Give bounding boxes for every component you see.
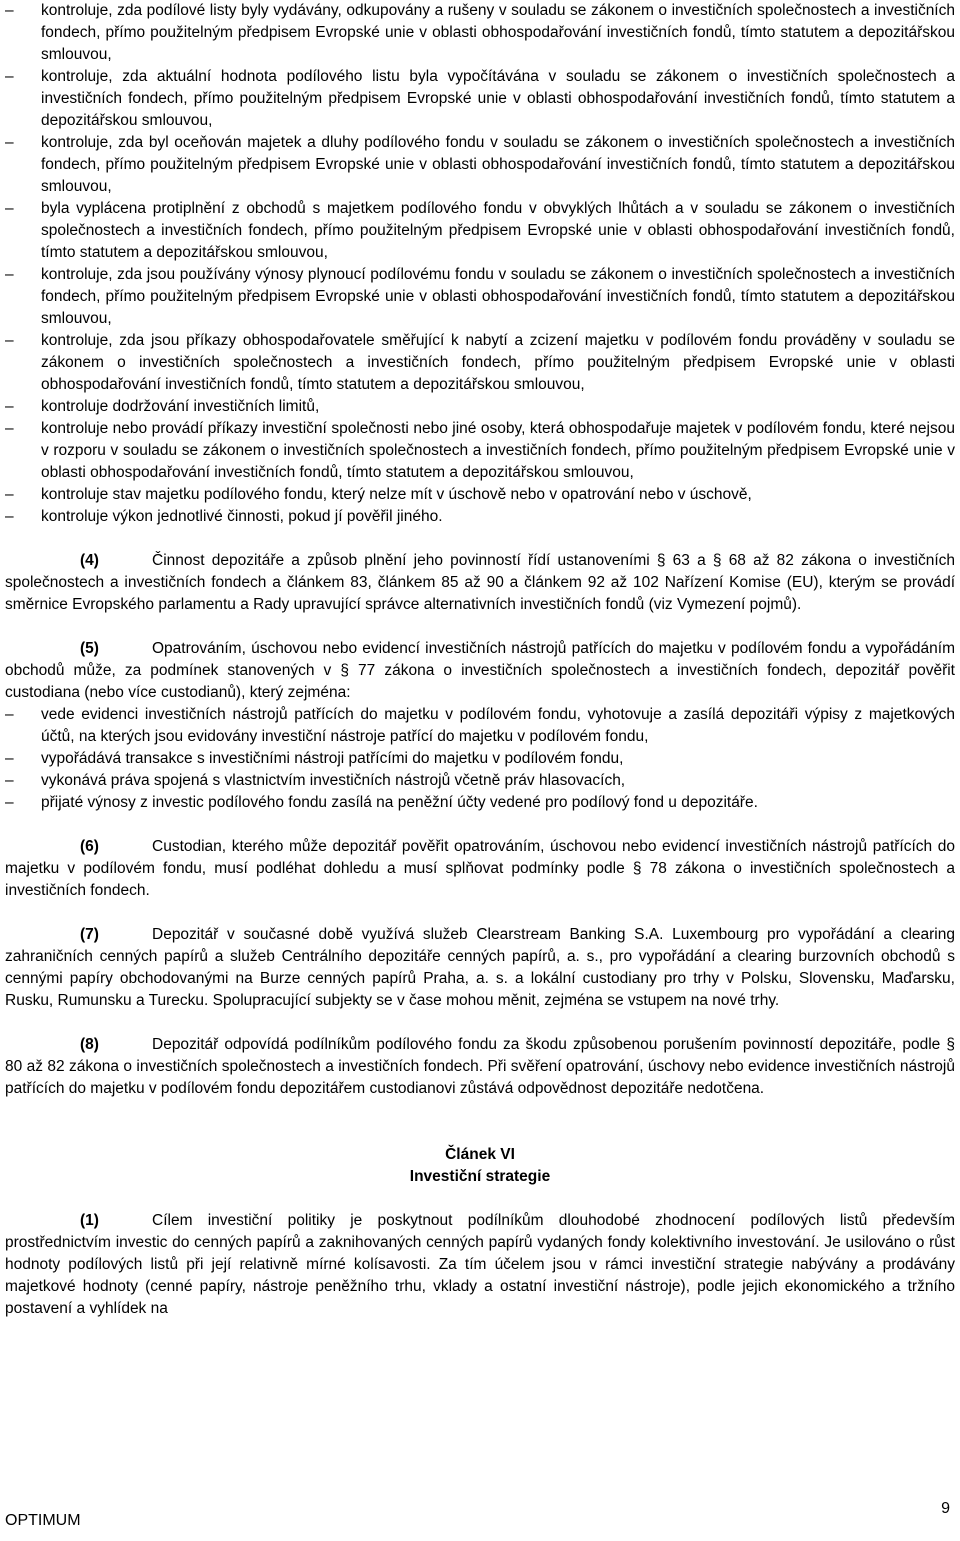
- dash-bullet-icon: –: [5, 2, 14, 19]
- dash-bullet-icon: –: [5, 68, 14, 85]
- list-item: [5, 770, 955, 792]
- dash-bullet-icon: –: [5, 750, 14, 767]
- paragraph-text: Custodian, kterého může depozitář pověřit opatrováním, úschovou nebo evidencí investičních nástrojů patřících do majetku v podílovém fondu, musí podléhat dohledu a musí splňovat podmínky podle § 78 zákona o investičních společnostech a investičních fondech.: [5, 838, 955, 899]
- dash-bullet-icon: –: [5, 266, 14, 283]
- dash-bullet-icon: –: [5, 332, 14, 349]
- list-item-text: byla vyplácena protiplnění z obchodů s majetkem podílového fondu v obvyklých lhůtách a v souladu se zákonem o investičních společnostech a investičních fondech, přímo použitelným předpisem Evropské unie v oblasti obhospodařování investičních fondů, tímto statutem a depozitářskou smlouvou,: [41, 200, 955, 261]
- paragraph-4: [5, 550, 955, 616]
- list-item: [5, 264, 955, 330]
- list-item: [5, 66, 955, 132]
- paragraph-text: Depozitář odpovídá podílníkům podílového fondu za škodu způsobenou porušením povinností depozitáře, podle § 80 až 82 zákona o investičních společnostech a investičních fondech. Při svěření opatrování, úschovy nebo evidence investičních nástrojů patřících do majetku v podílovém fondu depozitářem custodianovi zůstává odpovědnost depozitáře nedotčena.: [5, 1036, 955, 1097]
- paragraph-text: Cílem investiční politiky je poskytnout podílníkům dlouhodobé zhodnocení podílových listů především prostřednictvím investic do cenných papírů a zaknihovaných cenných papírů vydaných fondy kolektivního investování. Je usilováno o růst hodnoty podílových listů při její relativně mírné kolísavosti. Za tím účelem jsou v rámci investiční strategie nabývány a prodávány majetkové hodnoty (cenné papíry, nástroje peněžního trhu, vklady a ostatní investiční nástroje), podle jejich ekonomického a tržního postavení a vyhlídek na: [5, 1212, 955, 1317]
- list-item: [5, 704, 955, 748]
- paragraph-5: [5, 638, 955, 704]
- paragraph-8: [5, 1034, 955, 1100]
- paragraph-number: (1): [80, 1212, 99, 1229]
- paragraph-number: (8): [80, 1036, 99, 1053]
- list-item-text: vykonává práva spojená s vlastnictvím investičních nástrojů včetně práv hlasovacích,: [41, 772, 626, 789]
- dash-bullet-icon: –: [5, 200, 14, 217]
- list-item: [5, 418, 955, 484]
- dash-bullet-icon: –: [5, 794, 14, 811]
- list-item: [5, 330, 955, 396]
- paragraph-number: (6): [80, 838, 99, 855]
- list-item: [5, 132, 955, 198]
- paragraph-number: (5): [80, 640, 99, 657]
- list-item-text: kontroluje výkon jednotlivé činnosti, pokud jí pověřil jiného.: [41, 508, 443, 525]
- list-item-text: kontroluje stav majetku podílového fondu, který nelze mít v úschově nebo v opatrování nebo v úschově,: [41, 486, 752, 503]
- article-heading: [5, 1144, 955, 1188]
- dash-bullet-icon: –: [5, 420, 14, 437]
- dash-bullet-icon: –: [5, 134, 14, 151]
- list-item: [5, 506, 955, 528]
- dash-bullet-icon: –: [5, 486, 14, 503]
- dash-bullet-icon: –: [5, 772, 14, 789]
- bullet-list-custodian-duties: [5, 704, 955, 814]
- list-item-text: přijaté výnosy z investic podílového fondu zasílá na peněžní účty vedené pro podílový fond u depozitáře.: [41, 794, 758, 811]
- dash-bullet-icon: –: [5, 398, 14, 415]
- list-item: [5, 0, 955, 66]
- article-title: Investiční strategie: [409, 1168, 551, 1185]
- paragraph-6: [5, 836, 955, 902]
- list-item-text: kontroluje, zda aktuální hodnota podílového listu byla vypočítávána v souladu se zákonem o investičních společnostech a investičních fondech, přímo použitelným předpisem Evropské unie v oblasti obhospodařování investičních fondů, tímto statutem a depozitářskou smlouvou,: [41, 68, 955, 129]
- footer-page-number: 9: [941, 1500, 950, 1517]
- bullet-list-depositary-controls: [5, 0, 955, 528]
- list-item-text: vypořádává transakce s investičními nástroji patřícími do majetku v podílovém fondu,: [41, 750, 624, 767]
- list-item-text: kontroluje, zda podílové listy byly vydávány, odkupovány a rušeny v souladu se zákonem o investičních společnostech a investičních fondech, přímo použitelným předpisem Evropské unie v oblasti obhospodařování investičních fondů, tímto statutem a depozitářskou smlouvou,: [41, 2, 955, 63]
- list-item-text: kontroluje dodržování investičních limitů,: [41, 398, 320, 415]
- list-item-text: kontroluje, zda jsou používány výnosy plynoucí podílovému fondu v souladu se zákonem o investičních společnostech a investičních fondech, přímo použitelným předpisem Evropské unie v oblasti obhospodařování investičních fondů, tímto statutem a depozitářskou smlouvou,: [41, 266, 955, 327]
- paragraph-7: [5, 924, 955, 1012]
- article-number: Článek VI: [445, 1146, 515, 1163]
- footer-fund-name: OPTIMUM: [5, 1512, 81, 1529]
- dash-bullet-icon: –: [5, 508, 14, 525]
- article-vi-paragraph-1: [5, 1210, 955, 1320]
- document-page: [5, 0, 955, 1320]
- list-item: [5, 748, 955, 770]
- list-item-text: vede evidenci investičních nástrojů patřících do majetku v podílovém fondu, vyhotovuje a zasílá depozitáři výpisy z majetkových účtů, na kterých jsou evidovány investiční nástroje patřící do majetku v podílovém fondu,: [41, 706, 955, 745]
- list-item: [5, 792, 955, 814]
- list-item-text: kontroluje, zda jsou příkazy obhospodařovatele směřující k nabytí a zcizení majetku v podílovém fondu prováděny v souladu se zákonem o investičních společnostech a investičních fondech, přímo použitelným předpisem Evropské unie v oblasti obhospodařování investičních fondů, tímto statutem a depozitářskou smlouvou,: [41, 332, 955, 393]
- paragraph-text: Opatrováním, úschovou nebo evidencí investičních nástrojů patřících do majetku v podílovém fondu a vypořádáním obchodů může, za podmínek stanovených v § 77 zákona o investičních společnostech a investičních fondech, depozitář pověřit custodiana (nebo více custodianů), který zejména:: [5, 640, 955, 701]
- paragraph-text: Depozitář v současné době využívá služeb Clearstream Banking S.A. Luxembourg pro vypořádání a clearing zahraničních cenných papírů a služeb Centrálního depozitáře cenných papírů, a. s., pro vypořádání a clearing burzovních obchodů s cennými papíry obchodovanými na Burze cenných papírů Praha, a. s. a lokální custodiany pro trhy v Polsku, Slovensku, Maďarsku, Rusku, Rumunsku a Turecku. Spolupracující subjekty se v čase mohou měnit, zejména se vstupem na nové trhy.: [5, 926, 955, 1009]
- list-item: [5, 484, 955, 506]
- paragraph-text: Činnost depozitáře a způsob plnění jeho povinností řídí ustanoveními § 63 a § 68 až 82 zákona o investičních společnostech a investičních fondech a článkem 83, článkem 85 až 90 a článkem 92 až 102 Nařízení Komise (EU), kterým se provádí směrnice Evropského parlamentu a Rady upravující správce alternativních investičních fondů (viz Vymezení pojmů).: [5, 552, 955, 613]
- list-item: [5, 396, 955, 418]
- list-item-text: kontroluje, zda byl oceňován majetek a dluhy podílového fondu v souladu se zákonem o investičních společnostech a investičních fondech, přímo použitelným předpisem Evropské unie v oblasti obhospodařování investičních fondů, tímto statutem a depozitářskou smlouvou,: [41, 134, 955, 195]
- list-item: [5, 198, 955, 264]
- dash-bullet-icon: –: [5, 706, 14, 723]
- paragraph-number: (7): [80, 926, 99, 943]
- paragraph-number: (4): [80, 552, 99, 569]
- list-item-text: kontroluje nebo provádí příkazy investiční společnosti nebo jiné osoby, která obhospodařuje majetek v podílovém fondu, které nejsou v rozporu v souladu se zákonem o investičních společnostech a investičních fondech, přímo použitelným předpisem Evropské unie v oblasti obhospodařování investičních fondů, tímto statutem a depozitářskou smlouvou,: [41, 420, 955, 481]
